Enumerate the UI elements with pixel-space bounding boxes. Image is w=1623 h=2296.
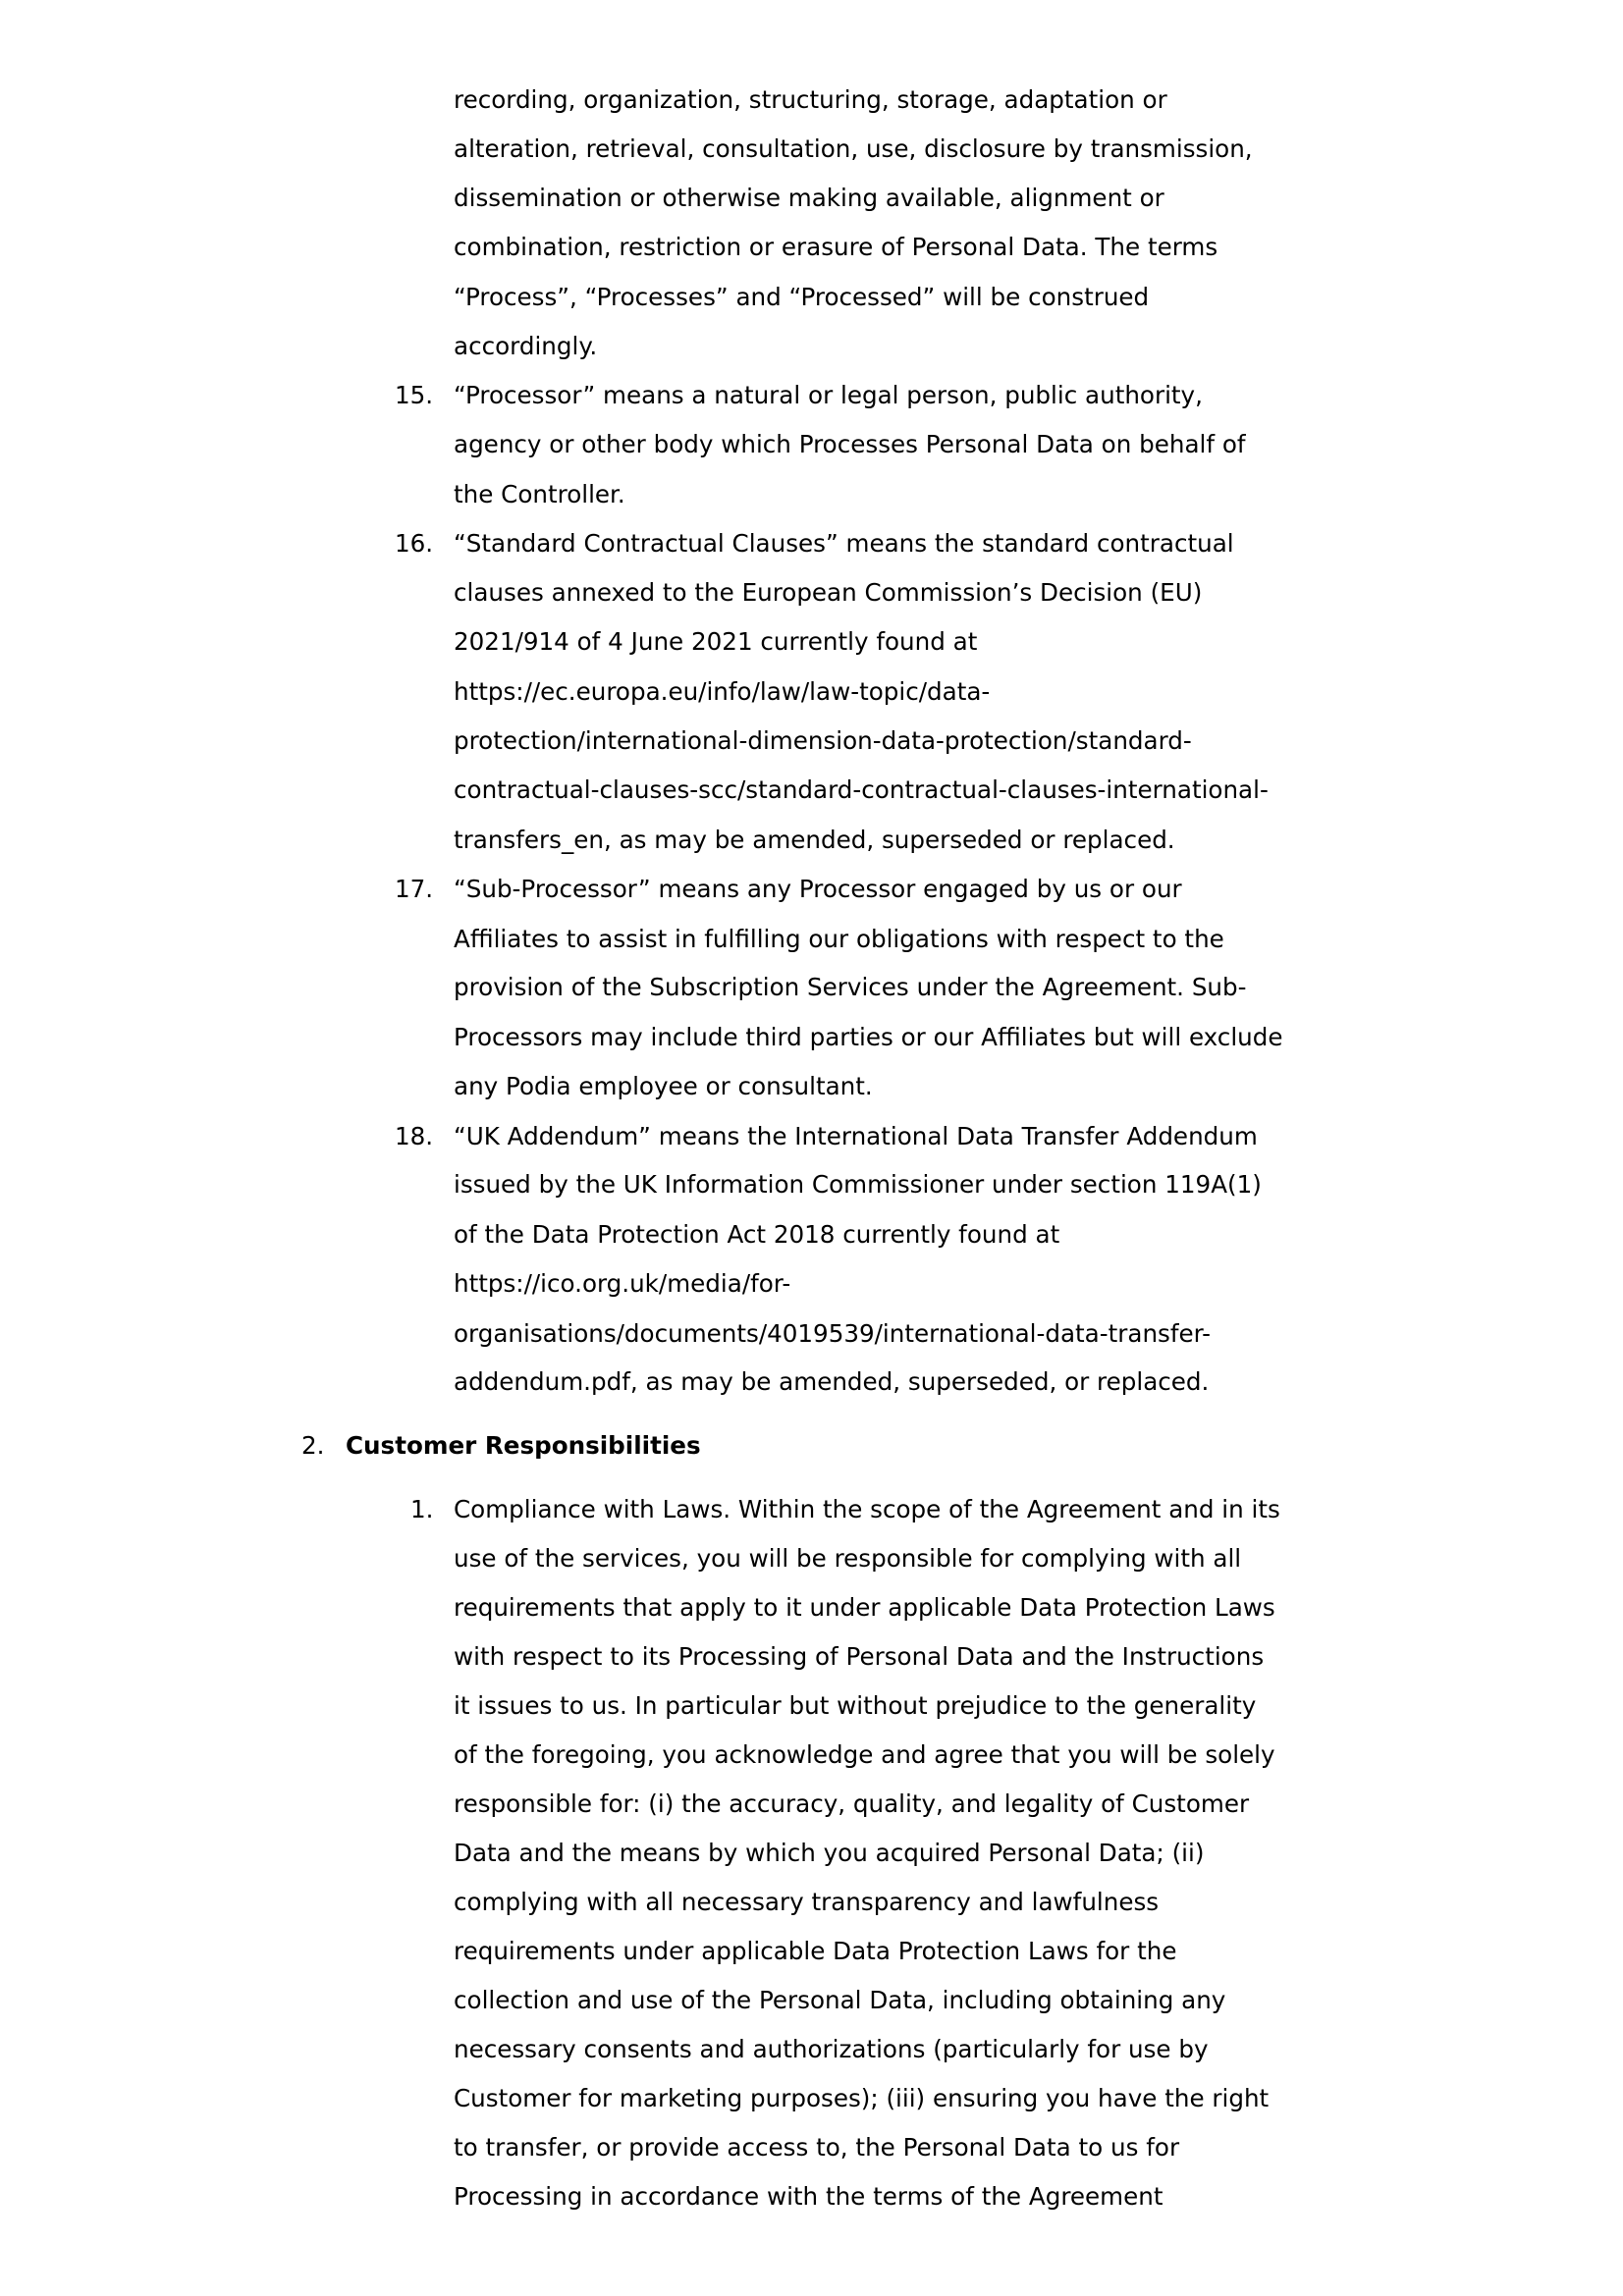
text-line: “UK Addendum” means the International Data Transfer Addendum bbox=[454, 1122, 1258, 1150]
text-line: Customer for marketing purposes); (iii) ensuring you have the right bbox=[454, 2084, 1270, 2112]
section-number: 2. bbox=[301, 1431, 325, 1460]
list-number: 1. bbox=[410, 1495, 434, 1523]
text-line: Processing in accordance with the terms of the Agreement bbox=[454, 2182, 1163, 2211]
text-line: it issues to us. In particular but without prejudice to the generality bbox=[454, 1691, 1257, 1720]
section-title: Customer Responsibilities bbox=[346, 1431, 701, 1460]
url-text-line: organisations/documents/4019539/international-data-transfer- bbox=[454, 1319, 1212, 1348]
text-line: combination, restriction or erasure of Personal Data. The terms bbox=[454, 233, 1218, 261]
text-line: clauses annexed to the European Commission’s Decision (EU) bbox=[454, 578, 1203, 607]
text-line: with respect to its Processing of Personal Data and the Instructions bbox=[454, 1642, 1265, 1671]
text-line: of the Data Protection Act 2018 currently found at bbox=[454, 1220, 1060, 1249]
list-number: 17. bbox=[395, 875, 434, 903]
text-line: complying with all necessary transparency and lawfulness bbox=[454, 1888, 1160, 1916]
text-line: Data and the means by which you acquired Personal Data; (ii) bbox=[454, 1839, 1205, 1867]
text-line: requirements under applicable Data Protection Laws for the bbox=[454, 1937, 1177, 1965]
text-line: use of the services, you will be responsible for complying with all bbox=[454, 1544, 1242, 1573]
text-line: requirements that apply to it under applicable Data Protection Laws bbox=[454, 1593, 1275, 1622]
url-text-line: contractual-clauses-scc/standard-contractual-clauses-international- bbox=[454, 775, 1269, 804]
list-number: 18. bbox=[395, 1122, 434, 1150]
text-line: 2021/914 of 4 June 2021 currently found at bbox=[454, 627, 978, 656]
text-line: provision of the Subscription Services under the Agreement. Sub- bbox=[454, 973, 1247, 1001]
text-line: agency or other body which Processes Personal Data on behalf of bbox=[454, 430, 1246, 458]
text-line: issued by the UK Information Commissioner under section 119A(1) bbox=[454, 1170, 1262, 1199]
text-line: alteration, retrieval, consultation, use, disclosure by transmission, bbox=[454, 134, 1253, 163]
text-line: any Podia employee or consultant. bbox=[454, 1072, 873, 1100]
text-line: dissemination or otherwise making available, alignment or bbox=[454, 184, 1164, 212]
text-line: “Processor” means a natural or legal person, public authority, bbox=[454, 381, 1203, 409]
text-line: necessary consents and authorizations (particularly for use by bbox=[454, 2035, 1209, 2063]
list-number: 15. bbox=[395, 381, 434, 409]
url-text-line: protection/international-dimension-data-protection/standard- bbox=[454, 726, 1192, 755]
text-line: “Standard Contractual Clauses” means the standard contractual bbox=[454, 529, 1234, 558]
text-line: the Controller. bbox=[454, 480, 625, 508]
url-text-line: https://ec.europa.eu/info/law/law-topic/data- bbox=[454, 677, 991, 706]
text-line: addendum.pdf, as may be amended, superseded, or replaced. bbox=[454, 1367, 1210, 1396]
text-line: Processors may include third parties or our Affiliates but will exclude bbox=[454, 1023, 1283, 1051]
text-line: “Process”, “Processes” and “Processed” will be construed bbox=[454, 283, 1150, 311]
text-line: to transfer, or provide access to, the Personal Data to us for bbox=[454, 2133, 1180, 2162]
text-line: Affiliates to assist in fulfilling our obligations with respect to the bbox=[454, 925, 1224, 953]
text-line: accordingly. bbox=[454, 332, 598, 360]
url-text-line: https://ico.org.uk/media/for- bbox=[454, 1269, 791, 1298]
text-line: responsible for: (i) the accuracy, quality, and legality of Customer bbox=[454, 1789, 1250, 1818]
text-line: transfers_en, as may be amended, superseded or replaced. bbox=[454, 826, 1175, 854]
list-number: 16. bbox=[395, 529, 434, 558]
text-line: recording, organization, structuring, storage, adaptation or bbox=[454, 85, 1167, 114]
text-line: Compliance with Laws. Within the scope of the Agreement and in its bbox=[454, 1495, 1280, 1523]
text-line: “Sub-Processor” means any Processor engaged by us or our bbox=[454, 875, 1182, 903]
text-line: of the foregoing, you acknowledge and agree that you will be solely bbox=[454, 1740, 1275, 1769]
text-line: collection and use of the Personal Data, including obtaining any bbox=[454, 1986, 1226, 2014]
